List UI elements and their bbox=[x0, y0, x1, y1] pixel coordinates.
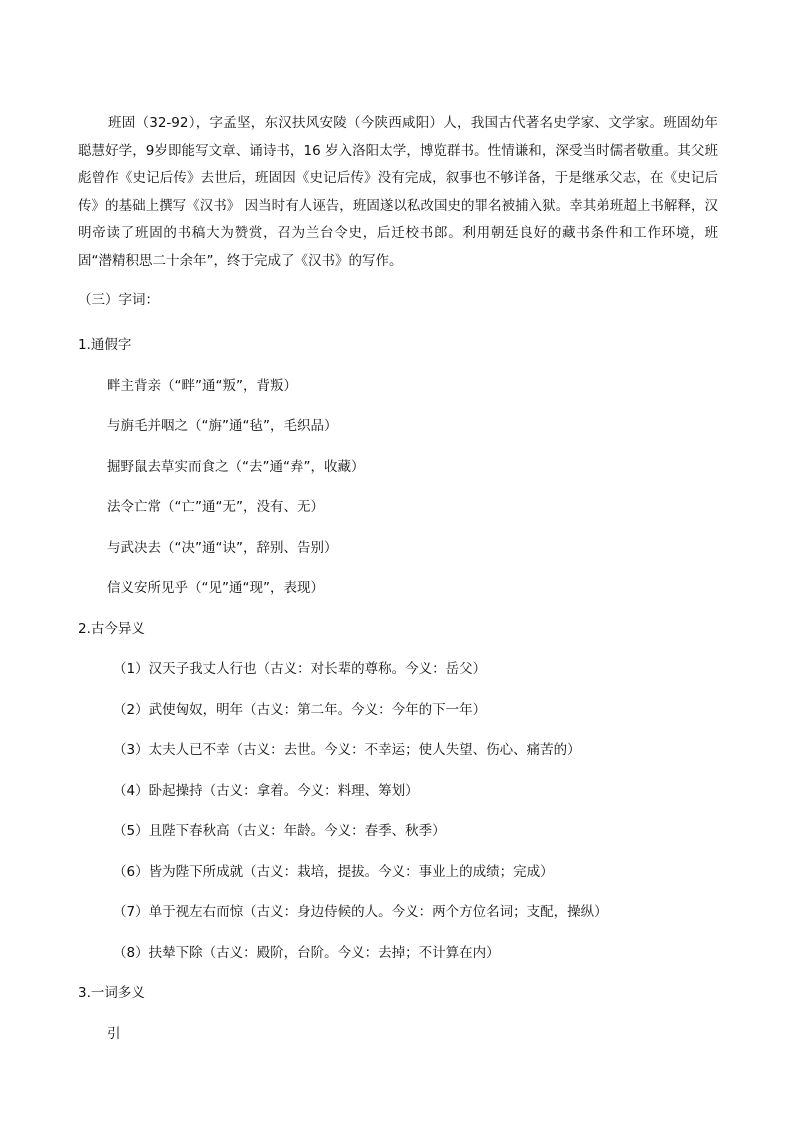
tongjiazi-item: 信义安所见乎（“见”通“现”，表现） bbox=[107, 580, 324, 596]
tongjiazi-item: 法令亡常（“亡”通“无”，没有、无） bbox=[107, 499, 324, 515]
tongjiazi-item: 掘野鼠去草实而食之（“去”通“弆”，收藏） bbox=[107, 459, 365, 475]
ban-gu-biography-paragraph: 班固（32-92），字孟坚，东汉扶风安陵（今陕西咸阳）人，我国古代著名史学家、文学家。班固幼年聪慧好学，9岁即能写文章、诵诗书，16 岁入洛阳太学，博览群书。性情谦和，深受当时儒者敬重。其父班彪曾作《史记后传》去世后，班固因《史记后传》没有完成，叙事也不够详备，于是继承父志，在《史记后传》的基础上撰写《汉书》 因当时有人诬告，班固遂以私改国史的罪名被捕入狱。幸其弟班超上书解释，汉明帝读了班固的书稿大为赞赏，召为兰台令史，后迁校书郎。利用朝廷良好的藏书条件和工作环境，班固“潜精积思二十余年”，终于完成了《汉书》的写作。 bbox=[78, 115, 718, 269]
tongjiazi-item: 与旃毛并咽之（“旃”通“毡”，毛织品） bbox=[107, 418, 338, 434]
tongjiazi-item: 畔主背亲（“畔”通“叛”，背叛） bbox=[107, 378, 297, 394]
yiciduoyi-word: 引 bbox=[107, 1026, 121, 1042]
gujinyiyi-item: （8）扶辇下除（古义：殿阶，台阶。今义：去掉；不计算在内） bbox=[113, 945, 500, 961]
tongjiazi-item: 与武决去（“决”通“诀”，辞别、告别） bbox=[107, 540, 338, 556]
gujinyiyi-item: （3）太夫人已不幸（古义：去世。今义：不幸运；使人失望、伤心、痛苦的） bbox=[113, 742, 581, 758]
gujinyiyi-item: （1）汉天子我丈人行也（古义：对长辈的尊称。今义：岳父） bbox=[113, 661, 487, 677]
gujinyiyi-item: （7）单于视左右而惊（古义：身边侍候的人。今义：两个方位名词；支配，操纵） bbox=[113, 904, 608, 920]
section-title: （三）字词： bbox=[78, 292, 159, 308]
tongjiazi-heading: 1.通假字 bbox=[78, 337, 132, 353]
yiciduoyi-heading: 3.一词多义 bbox=[78, 985, 145, 1001]
gujinyiyi-item: （5）且陛下春秋高（古义：年龄。今义：春季、秋季） bbox=[113, 823, 446, 839]
gujinyiyi-heading: 2.古今异义 bbox=[78, 621, 145, 637]
gujinyiyi-item: （6）皆为陛下所成就（古义：栽培，提拔。今义：事业上的成绩；完成） bbox=[113, 864, 554, 880]
gujinyiyi-item: （2）武使匈奴，明年（古义：第二年。今义：今年的下一年） bbox=[113, 702, 487, 718]
gujinyiyi-item: （4）卧起操持（古义：拿着。今义：料理、筹划） bbox=[113, 783, 419, 799]
